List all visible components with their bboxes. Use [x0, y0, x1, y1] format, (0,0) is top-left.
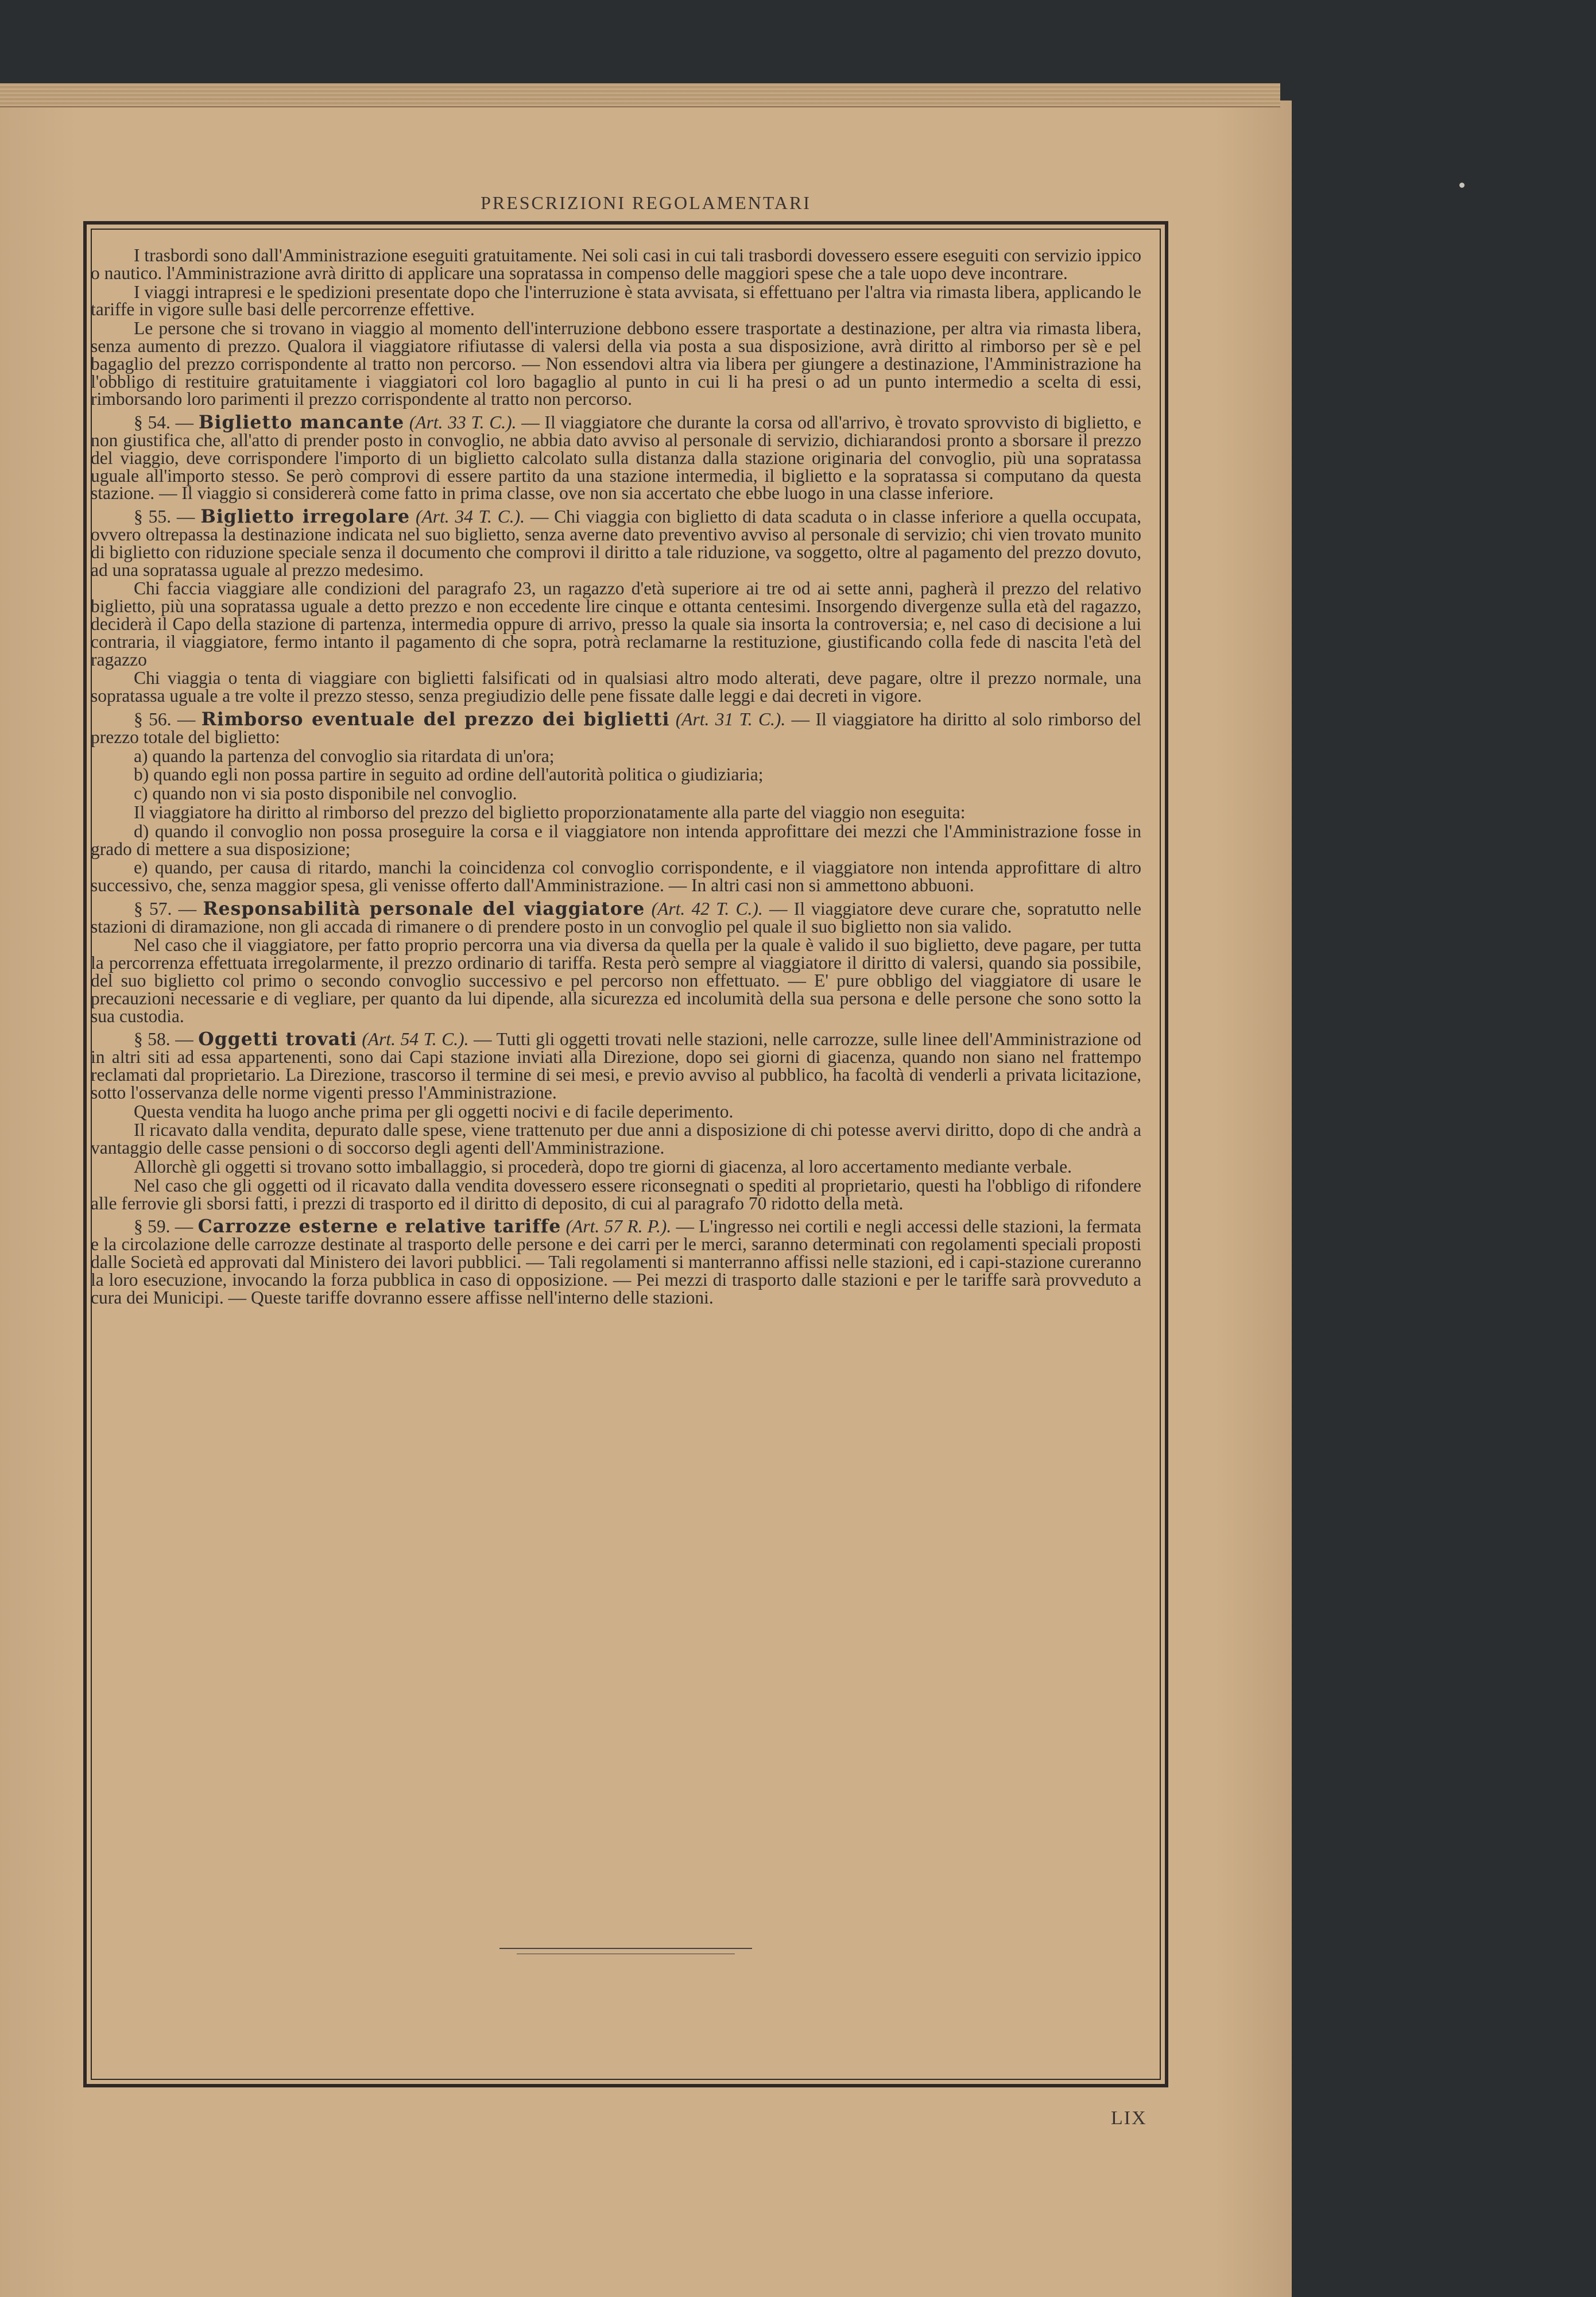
section-reference: (Art. 42 T. C.). — [651, 898, 763, 919]
paragraph: Il viaggiatore ha diritto al rimborso del prezzo del biglietto proporzionatamente alla parte del viaggio non eseguita: — [134, 802, 966, 822]
section-number: § 59. — [134, 1216, 171, 1237]
section-number: § 56. — [134, 709, 172, 729]
section-58: § 58. — Oggetti trovati (Art. 54 T. C.). — Tutti gli oggetti trovati nelle stazioni, nelle carrozze, sulle linee dell'Amministrazione od in altri siti ad essa appartenenti, sono dai Capi stazione inviati alla Direzione, dopo sei giorni di giacenza, quando non siano nel frattempo reclamati dal proprietario. La Direzione, trascorso il termine di sei mesi, e previo avviso al pubblico, ha facoltà di venderli a privata licitazione, sotto l'osservanza delle norme vigenti presso l'Amministrazione. — [91, 1028, 1142, 1103]
section-reference: (Art. 31 T. C.). — [675, 709, 786, 729]
closing-rule — [499, 1948, 752, 1949]
list-item: c) quando non vi sia posto disponibile nel convoglio. — [134, 783, 517, 804]
paragraph: Chi viaggia o tenta di viaggiare con biglietti falsificati od in qualsiasi altro modo alterati, deve pagare, oltre il prezzo normale, una sopratassa uguale a tre volte il prezzo stesso, senza pregiudizio delle pene fissate dalle leggi e dai decreti in vigore. — [91, 668, 1141, 706]
paragraph: I trasbordi sono dall'Amministrazione eseguiti gratuitamente. Nei soli casi in cui tali trasbordi dovessero essere eseguiti con servizio ippico o nautico. l'Amministrazione avrà diritto di applicare una sopratassa in compenso delle maggiori spese che a tale uopo deve incontrare. — [91, 245, 1141, 283]
section-text: — Tutti gli oggetti trovati nelle stazioni, nelle carrozze, sulle linee dell'Amministrazione od in altri siti ad essa appartenenti, sono dai Capi stazione inviati alla Direzione, dopo sei giorni di giacenza, quando non siano nel frattempo reclamati dal proprietario. La Direzione, trascorso il termine di sei mesi, e previo avviso al pubblico, ha facoltà di venderli a privata licitazione, sotto l'osservanza delle norme vigenti presso l'Amministrazione. — [91, 1029, 1142, 1103]
section-reference: (Art. 34 T. C.). — [415, 506, 525, 527]
section-56: § 56. — Rimborso eventuale del prezzo dei biglietti (Art. 31 T. C.). — Il viaggiatore ha diritto al solo rimborso del prezzo totale del biglietto: — [91, 708, 1142, 747]
section-57: § 57. — Responsabilità personale del viaggiatore (Art. 42 T. C.). — Il viaggiatore deve curare che, sopratutto nelle stazioni di diramazione, non gli accada di rimanere o di prendere posto in un convoglio pel quale il suo biglietto non sia valido. — [91, 898, 1142, 937]
section-title: Biglietto mancante — [198, 412, 405, 434]
list-item: e) quando, per causa di ritardo, manchi la coincidenza col convoglio corrispondente, e il viaggiatore non intenda approfittare di altro successivo, che, senza maggior spesa, gli venisse offerto dall'Amministrazione. — In altri casi non si ammettono abbuoni. — [91, 857, 1141, 896]
section-number: § 58. — [134, 1029, 171, 1050]
section-title: Responsabilità personale del viaggiatore — [203, 898, 645, 919]
paragraph: Allorchè gli oggetti si trovano sotto imballaggio, si procederà, dopo tre giorni di giacenza, al loro accertamento mediante verbale. — [134, 1157, 1072, 1177]
page-stack-edge — [0, 83, 1280, 107]
section-reference: (Art. 33 T. C.). — [409, 412, 517, 433]
section-title: Rimborso eventuale del prezzo dei biglietti — [201, 708, 670, 730]
section-text: — Il viaggiatore ha diritto al solo rimborso del prezzo totale del biglietto: — [91, 709, 1142, 747]
section-reference: (Art. 57 R. P.). — [565, 1216, 672, 1237]
page-number: LIX — [1111, 2107, 1147, 2129]
section-59: § 59. — Carrozze esterne e relative tariffe (Art. 57 R. P.). — L'ingresso nei cortili e negli accessi delle stazioni, la fermata e la circolazione delle carrozze destinate al trasporto delle persone e dei carri per le merci, saranno determinati con regolamenti speciali proposti dalle Società ed approvati dal Ministero dei lavori pubblici. — Tali regolamenti si manterranno affissi nelle stazioni, ed i capi-stazione cureranno la loro esecuzione, invocando la forza pubblica in caso di opposizione. — Pei mezzi di trasporto dalle stazioni e per le tariffe sarà provveduto a cura dei Municipi. — Queste tariffe dovranno essere affisse nell'interno delle stazioni. — [91, 1216, 1142, 1308]
section-text: — L'ingresso nei cortili e negli accessi delle stazioni, la fermata e la circolazione delle carrozze destinate al trasporto delle persone e dei carri per le merci, saranno determinati con regolamenti speciali proposti dalle Società ed approvati dal Ministero dei lavori pubblici. — Tali regolamenti si manterranno affissi nelle stazioni, ed i capi-stazione cureranno la loro esecuzione, invocando la forza pubblica in caso di opposizione. — Pei mezzi di trasporto dalle stazioni e per le tariffe sarà provveduto a cura dei Municipi. — Queste tariffe dovranno essere affisse nell'interno delle stazioni. — [91, 1216, 1142, 1308]
page-body — [91, 247, 1141, 1308]
paragraph: Nel caso che gli oggetti od il ricavato dalla vendita dovessero essere riconsegnati o spediti al proprietario, questi ha l'obbligo di rifondere alle ferrovie gli sborsi fatti, i prezzi di trasporto ed il diritto di deposito, di cui al paragrafo 70 ridotto della metà. — [91, 1175, 1141, 1213]
section-text: — Il viaggiatore deve curare che, sopratutto nelle stazioni di diramazione, non gli accada di rimanere o di prendere posto in un convoglio pel quale il suo biglietto non sia valido. — [91, 898, 1142, 937]
section-title: Carrozze esterne e relative tariffe — [197, 1216, 561, 1238]
running-head: PRESCRIZIONI REGOLAMENTARI — [481, 192, 811, 213]
paragraph: Nel caso che il viaggiatore, per fatto proprio percorra una via diversa da quella per la quale è valido il suo biglietto, deve pagare, per tutta la percorrenza effettuata irregolarmente, il prezzo ordinario di tariffa. Resta però sempre al viaggiatore il diritto di valersi, quando sia possibile, del suo biglietto col primo o secondo convoglio successivo e pel percorso non effettuato. — E' pure obbligo del viaggiatore di usare le precauzioni necessarie e di vegliare, per quanto da lui dipende, alla sicurezza ed incolumità della sua persona e delle persone che sono sotto la sua custodia. — [91, 935, 1141, 1026]
paragraph: Chi faccia viaggiare alle condizioni del paragrafo 23, un ragazzo d'età superiore ai tre od ai sette anni, pagherà il prezzo del relativo biglietto, più una sopratassa uguale a detto prezzo e non eccedente lire cinque e ottanta centesimi. Insorgendo divergenze sulla età del ragazzo, deciderà il Capo della stazione di partenza, intermedia oppure di arrivo, presso la quale sia insorta la controversia; e, nel caso di decisione a lui contraria, il viaggiatore, fermo intanto il pagamento di che sopra, potrà reclamarne la restituzione, giustificando colla fede di nascita l'età del ragazzo — [91, 578, 1141, 670]
section-54: § 54. — Biglietto mancante (Art. 33 T. C.). — Il viaggiatore che durante la corsa od all'arrivo, è trovato sprovvisto di biglietto, e non giustifica che, all'atto di prender posto in convoglio, ne abbia dato avviso al personale di servizio, dichiarandosi pronto a sborsare il prezzo del viaggio, deve corrispondere l'importo di un biglietto calcolato sulla distanza dalla stazione originaria del convoglio, più una sopratassa uguale all'importo stesso. Se però comprovi di essere partito da una stazione intermedia, il biglietto e la sopratassa si computano da questa stazione. — Il viaggio si considererà come fatto in prima classe, ove non sia accertato che ebbe luogo in una classe inferiore. — [91, 412, 1142, 504]
paragraph: Le persone che si trovano in viaggio al momento dell'interruzione debbono essere trasportate a destinazione, per altra via rimasta libera, senza aumento di prezzo. Qualora il viaggiatore rifiutasse di valersi della via posta a sua disposizione, avrà diritto al rimborso per sè e pel bagaglio del prezzo corrispondente al tratto non percorso. — Non essendovi altra via libera per giungere a destinazione, l'Amministrazione ha l'obbligo di restituire gratuitamente i viaggiatori col loro bagaglio al punto in cui li ha presi o ad un punto intermedio a scelta di essi, rimborsando loro parimenti il prezzo corrispondente al tratto non percorso. — [91, 318, 1141, 409]
paragraph: Il ricavato dalla vendita, depurato dalle spese, viene trattenuto per due anni a disposizione di chi potesse avervi diritto, dopo di che andrà a vantaggio delle casse pensioni o di soccorso degli agenti dell'Amministrazione. — [91, 1120, 1141, 1158]
dust-speck — [1459, 183, 1465, 188]
section-title: Biglietto irregolare — [200, 506, 410, 528]
section-text: — Chi viaggia con biglietto di data scaduta o in classe inferiore a quella occupata, ovvero oltrepassa la destinazione indicata nel suo biglietto, senza averne dato preventivo avviso al personale di servizio; chi vien trovato munito di biglietto con riduzione speciale senza il documento che comprovi il diritto a tale riduzione, va soggetto, oltre al pagamento del prezzo dovuto, ad una sopratassa uguale al prezzo medesimo. — [91, 506, 1142, 580]
section-number: § 55. — [134, 506, 171, 527]
section-number: § 57. — [134, 898, 172, 919]
list-item: b) quando egli non possa partire in seguito ad ordine dell'autorità politica o giudiziaria; — [134, 764, 764, 785]
list-item: a) quando la partenza del convoglio sia ritardata di un'ora; — [134, 745, 555, 766]
section-title: Oggetti trovati — [198, 1028, 357, 1050]
section-number: § 54. — [134, 412, 171, 433]
section-text: — Il viaggiatore che durante la corsa od all'arrivo, è trovato sprovvisto di biglietto, e non giustifica che, all'atto di prender posto in convoglio, ne abbia dato avviso al personale di servizio, dichiarandosi pronto a sborsare il prezzo del viaggio, deve corrispondere l'importo di un biglietto calcolato sulla distanza dalla stazione originaria del convoglio, più una sopratassa uguale all'importo stesso. Se però comprovi di essere partito da una stazione intermedia, il biglietto e la sopratassa si computano da questa stazione. — Il viaggio si considererà come fatto in prima classe, ove non sia accertato che ebbe luogo in una classe inferiore. — [91, 412, 1142, 504]
section-reference: (Art. 54 T. C.). — [362, 1029, 469, 1050]
section-55: § 55. — Biglietto irregolare (Art. 34 T. C.). — Chi viaggia con biglietto di data scaduta o in classe inferiore a quella occupata, ovvero oltrepassa la destinazione indicata nel suo biglietto, senza averne dato preventivo avviso al personale di servizio; chi vien trovato munito di biglietto con riduzione speciale senza il documento che comprovi il diritto a tale riduzione, va soggetto, oltre al pagamento del prezzo dovuto, ad una sopratassa uguale al prezzo medesimo. — [91, 506, 1142, 580]
list-item: d) quando il convoglio non possa proseguire la corsa e il viaggiatore non intenda approfittare dei mezzi che l'Amministrazione fosse in grado di mettere a sua disposizione; — [91, 821, 1141, 859]
paragraph: I viaggi intrapresi e le spedizioni presentate dopo che l'interruzione è stata avvisata, si effettuano per l'altra via rimasta libera, applicando le tariffe in vigore sulle basi delle percorrenze effettive. — [91, 281, 1141, 320]
paragraph: Questa vendita ha luogo anche prima per gli oggetti nocivi e di facile deperimento. — [134, 1101, 734, 1122]
